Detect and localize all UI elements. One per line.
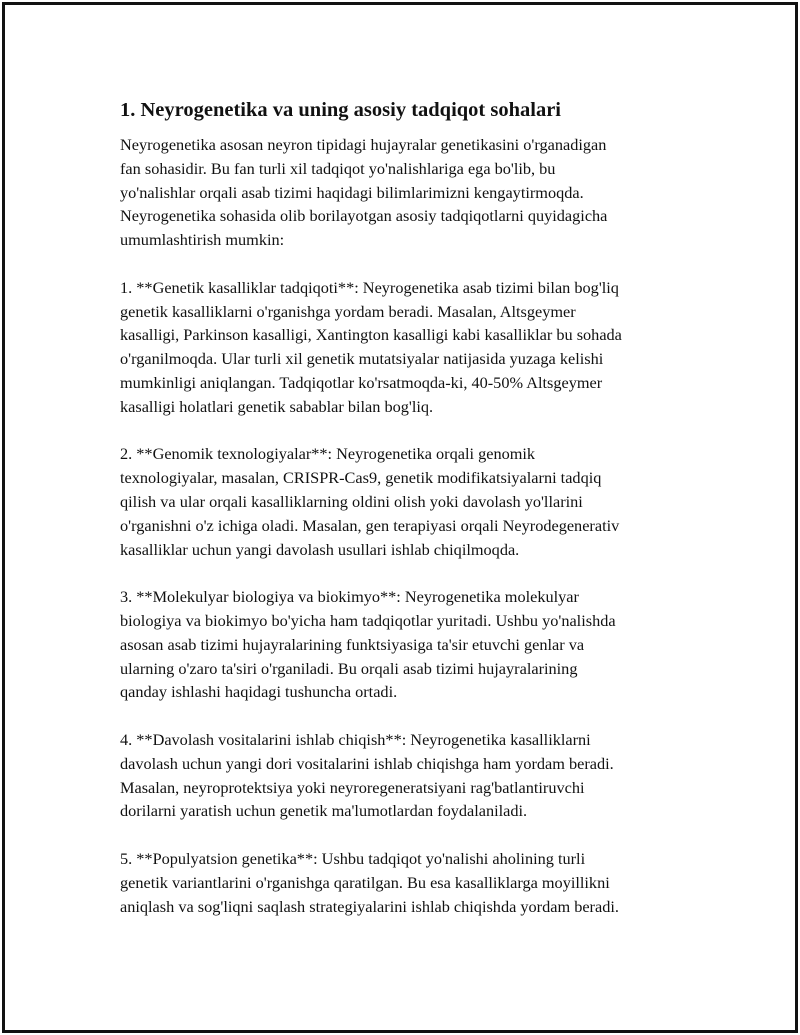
list-item-molecular-biology: 3. **Molekulyar biologiya va biokimyo**: Neyrogenetika molekulyar biologiya va biokimyo bo'yicha ham tadqiqotlar yuritadi. Ushbu yo'nalishda asosan asab tizimi hujayralarining funktsiyasiga ta'sir etuvchi genlar va ularning o'zaro ta'siri o'rganiladi. Bu orqali asab tizimi hujayralarining qanday ishlashi haqidagi tushuncha ortadi. <box>120 587 616 702</box>
list-item-drug-development: 4. **Davolash vositalarini ishlab chiqish**: Neyrogenetika kasalliklarni davolash uchun yangi dori vositalarini ishlab chiqishga ham yordam beradi. Masalan, neyroprotektsiya yoki neyroregeneratsiyani rag'batlantiruvchi dorilarni yaratish uchun genetik ma'lumotlardan foydalaniladi. <box>120 729 614 821</box>
list-item-genetic-diseases: 1. **Genetik kasalliklar tadqiqoti**: Neyrogenetika asab tizimi bilan bog'liq genetik kasalliklarni o'rganishga yordam beradi. Masalan, Altsgeymer kasalligi, Parkinson kasalligi, Xantington kasalligi kabi kasalliklar bu sohada o'rganilmoqda. Ular turli xil genetik mutatsiyalar natijasida yuzaga kelishi mumkinligi aniqlangan. Tadqiqotlar ko'rsatmoqda-ki, 40-50% Altsgeymer kasalligi holatlari genetik sabablar bilan bog'liq. <box>120 277 622 416</box>
list-item-population-genetics: 5. **Populyatsion genetika**: Ushbu tadqiqot yo'nalishi aholining turli genetik variantlarini o'rganishga qaratilgan. Bu esa kasalliklarga moyillikni aniqlash va sog'liqni saqlash strategiyalarini ishlab chiqishda yordam beradi. <box>120 848 619 916</box>
list-item-genomic-technologies: 2. **Genomik texnologiyalar**: Neyrogenetika orqali genomik texnologiyalar, masalan, CRISPR-Cas9, genetik modifikatsiyalarni tadqiq qilish va ular orqali kasalliklarning oldini olish yoki davolash yo'llarini o'rganishni o'z ichiga oladi. Masalan, gen terapiyasi orqali Neyrodegenerativ kasalliklar uchun yangi davolash usullari ishlab chiqilmoqda. <box>120 444 620 559</box>
document-body <box>120 97 710 918</box>
section-heading: 1. Neyrogenetika va uning asosiy tadqiqot sohalari <box>120 99 562 121</box>
page-frame <box>2 2 798 1033</box>
intro-paragraph: Neyrogenetika asosan neyron tipidagi hujayralar genetikasini o'rganadigan fan sohasidir. Bu fan turli xil tadqiqot yo'nalishlariga ega bo'lib, bu yo'nalishlar orqali asab tizimi haqidagi bilimlarimizni kengaytirmoqda. Neyrogenetika sohasida olib borilayotgan asosiy tadqiqotlarni quyidagicha umumlashtirish mumkin: <box>120 135 608 250</box>
